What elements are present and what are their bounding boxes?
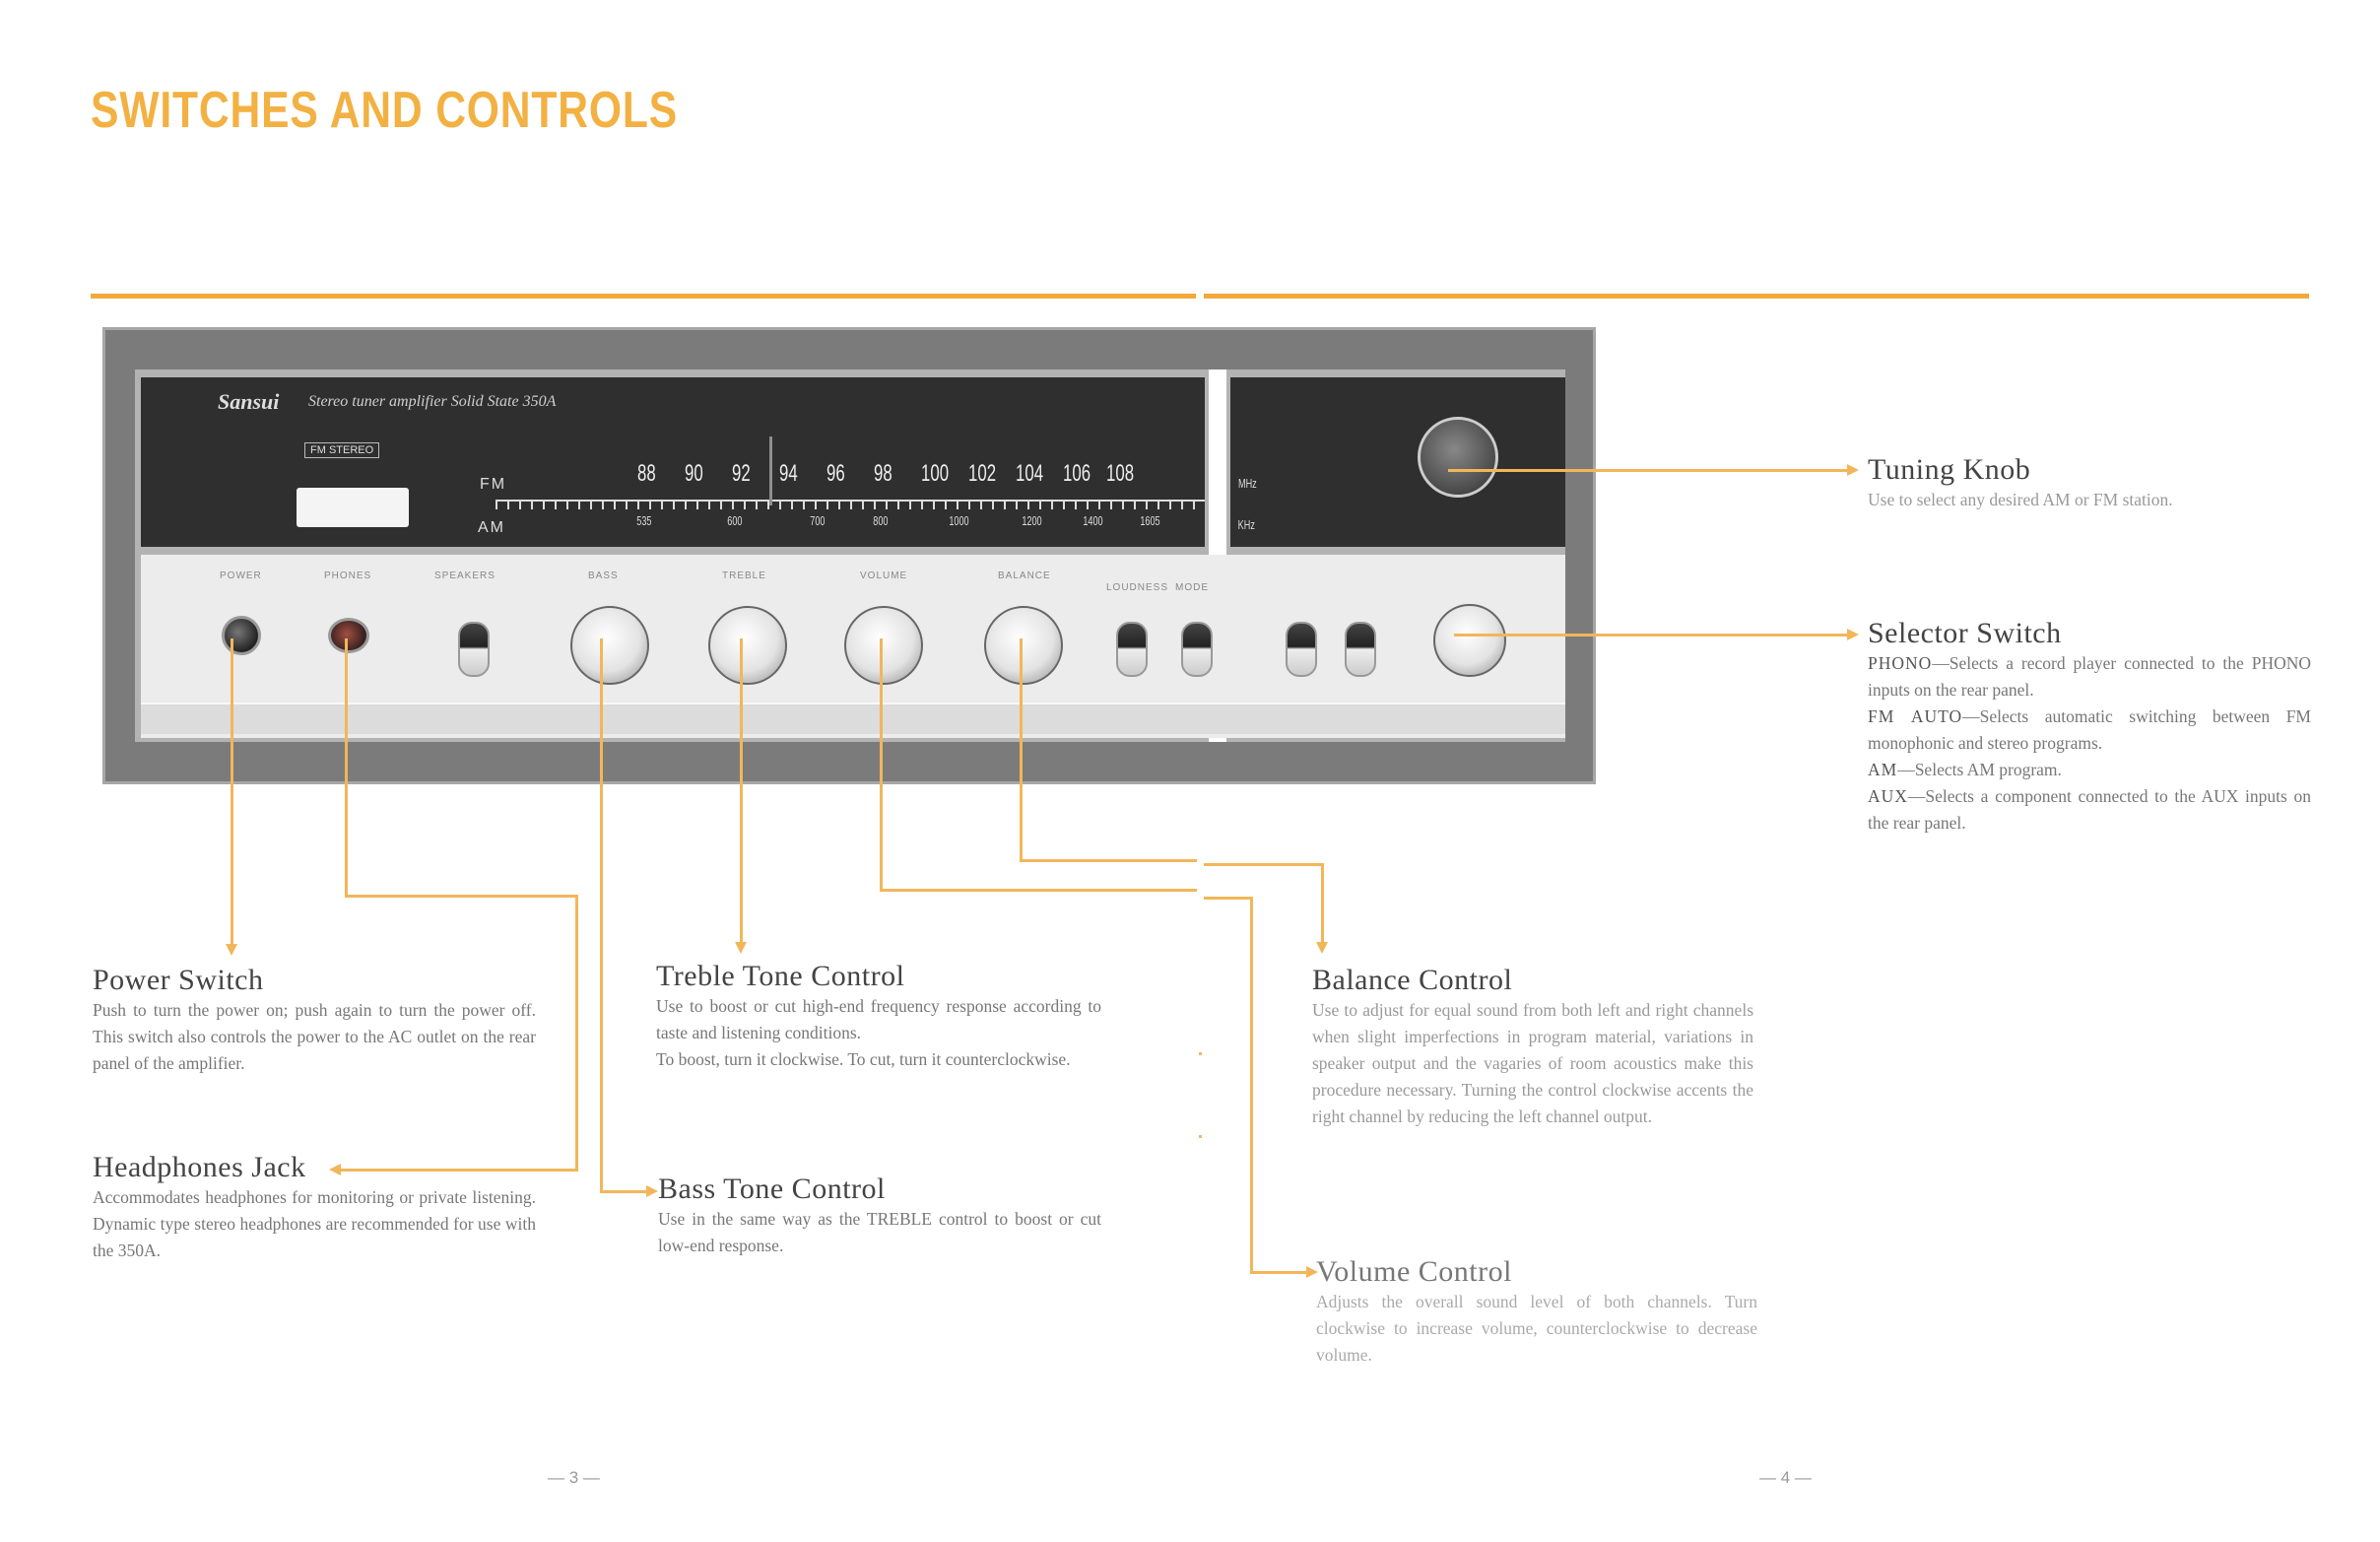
label-treble: TREBLE [722,570,766,581]
am-tick-label: 1605 [1140,513,1160,528]
selector-leader [1454,634,1850,637]
label-speakers: SPEAKERS [434,570,496,581]
fm-tick-label: 100 [921,460,950,487]
mhz-label: MHz [1238,476,1257,491]
power-button [222,616,261,655]
section-body: Use in the same way as the TREBLE control to boost or cut low-end response. [658,1209,1101,1255]
tuning-knob [1418,417,1498,498]
phones-jack [328,618,369,653]
speakers-switch [458,622,490,677]
selector-key: AM [1868,760,1898,779]
filter-switch-2 [1345,622,1376,677]
treble-leader [740,638,743,944]
section-bass [658,1173,1101,1259]
top-rule-right [1204,294,2309,299]
section-title: Power Switch [93,964,264,996]
volume-leader-5 [1250,1271,1309,1274]
stray-dot [1199,1135,1202,1138]
fm-scale [633,460,1224,494]
selector-item-am [1868,757,2311,783]
label-power: POWER [220,570,262,581]
am-tick-label: 800 [873,513,889,528]
power-leader [231,638,233,946]
section-headphones [93,1151,536,1264]
volume-leader-4 [1250,897,1253,1273]
volume-leader-3 [1204,897,1253,900]
section-body: Push to turn the power on; push again to turn the power off. This switch also controls the power to the AC outlet on the rear panel of the amplifier. [93,1000,536,1073]
fm-tick-label: 88 [637,460,656,487]
section-volume [1316,1255,1757,1369]
volume-leader-1 [880,638,883,891]
am-tick-label: 1200 [1022,513,1042,528]
tuning-leader [1448,469,1850,472]
section-body: Use to adjust for equal sound from both left and right channels when slight imperfections in program material, variations in speaker output and the vagaries of room acoustics make this procedure necessary. Turning the control clockwise accents the right channel by reducing the left channel output. [1312,1000,1753,1126]
section-title: Bass Tone Control [658,1173,886,1205]
section-body: To boost, turn it clockwise. To cut, turn it counterclockwise. [656,1049,1071,1069]
section-body: Accommodates headphones for monitoring or private listening. Dynamic type stereo headphones are recommended for use with the 350A. [93,1187,536,1260]
selector-item-fm-auto [1868,704,2311,757]
label-phones: PHONES [324,570,372,581]
dial-pointer [769,436,772,505]
fm-tick-label: 106 [1063,460,1091,487]
section-title: Tuning Knob [1868,453,2031,486]
section-treble [656,960,1101,1073]
treble-arrow [735,942,747,954]
am-tick-label: 1000 [949,513,969,528]
section-power [93,964,536,1077]
selector-text: —Selects a component connected to the AUX inputs on the rear panel. [1868,786,2311,833]
headphones-leader-3 [575,895,578,1171]
tuning-arrow [1847,464,1859,476]
fm-tick-label: 90 [685,460,703,487]
label-loudness: LOUDNESS [1106,582,1169,593]
fm-tick-label: 92 [732,460,751,487]
section-title: Treble Tone Control [656,960,905,992]
bass-leader-1 [600,638,603,1192]
am-tick-label: 1400 [1083,513,1103,528]
page-number-left: — 3 — [548,1468,600,1487]
fm-stereo-indicator: FM STEREO [304,442,379,458]
page-number-right: — 4 — [1759,1468,1812,1487]
am-scale [633,513,1224,537]
label-volume: VOLUME [860,570,908,581]
faceplate-trim [141,703,1565,734]
tuning-meter [297,488,409,527]
mode-switch [1181,622,1213,677]
balance-arrow [1316,942,1328,954]
headphones-leader-2 [345,895,577,898]
section-selector [1868,617,2311,837]
model-line: Stereo tuner amplifier Solid State 350A [308,393,557,410]
tuning-dial [141,377,1205,547]
label-bass: BASS [588,570,619,581]
label-balance: BALANCE [998,570,1051,581]
balance-leader-2 [1020,859,1197,862]
section-title: Selector Switch [1868,617,2062,649]
fm-tick-label: 108 [1106,460,1135,487]
fm-tick-label: 96 [826,460,845,487]
volume-knob [844,606,923,685]
headphones-leader-1 [345,638,348,897]
am-band-label: AM [478,519,505,536]
page-title: SWITCHES AND CONTROLS [91,82,679,139]
bass-leader-2 [600,1190,649,1193]
selector-text: —Selects automatic switching between FM monophonic and stereo programs. [1868,706,2311,753]
power-arrow [226,944,237,956]
stray-dot [1199,1052,1202,1055]
fm-tick-label: 104 [1016,460,1044,487]
balance-knob [984,606,1063,685]
am-tick-label: 535 [636,513,652,528]
balance-leader-3 [1204,863,1324,866]
filter-switch-1 [1286,622,1317,677]
section-tuning [1868,453,2311,513]
loudness-switch [1116,622,1148,677]
section-body: Use to boost or cut high-end frequency response according to taste and listening conditions. [656,996,1101,1042]
control-faceplate [141,555,1565,738]
selector-item-phono [1868,650,2311,704]
label-mode: MODE [1175,582,1209,593]
selector-key: PHONO [1868,653,1933,673]
section-title: Volume Control [1316,1255,1512,1288]
section-body: Use to select any desired AM or FM station. [1868,490,2173,509]
section-title: Headphones Jack [93,1151,306,1183]
bass-arrow [646,1185,658,1197]
section-title: Balance Control [1312,964,1513,996]
fm-band-label: FM [480,476,507,493]
selector-text: —Selects a record player connected to the PHONO inputs on the rear panel. [1868,653,2311,700]
top-rule-left [91,294,1196,299]
selector-item-aux [1868,783,2311,837]
section-body: Adjusts the overall sound level of both channels. Turn clockwise to increase volume, counterclockwise to decrease volume. [1316,1292,1757,1365]
balance-leader-1 [1020,638,1023,861]
dial-tick-rail [496,500,1205,509]
treble-knob [708,606,787,685]
khz-label: KHz [1237,517,1255,532]
selector-arrow [1847,629,1859,640]
am-tick-label: 700 [810,513,826,528]
fm-tick-label: 94 [779,460,798,487]
am-tick-label: 600 [727,513,743,528]
selector-text: —Selects AM program. [1897,760,2062,779]
section-balance [1312,964,1753,1130]
brand-logo: Sansui [218,389,280,414]
volume-leader-2 [880,889,1197,892]
fm-tick-label: 102 [968,460,997,487]
bass-knob [570,606,649,685]
fm-tick-label: 98 [874,460,892,487]
selector-key: FM AUTO [1868,706,1963,726]
selector-knob [1433,604,1506,677]
selector-key: AUX [1868,786,1908,806]
receiver-image [102,327,1596,784]
balance-leader-4 [1321,863,1324,944]
tuning-dial-right [1230,377,1565,547]
